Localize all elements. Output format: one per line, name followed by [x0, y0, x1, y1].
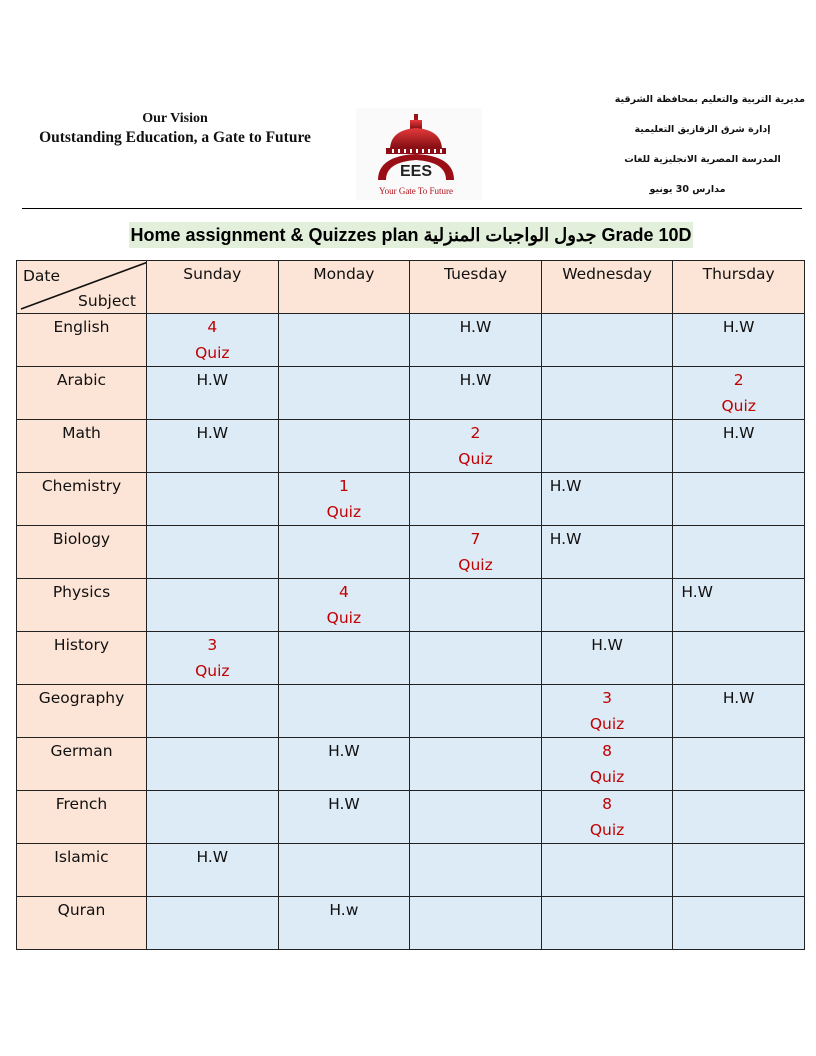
cell-tuesday: [410, 579, 542, 632]
cell-thursday: [673, 526, 805, 579]
cell-tuesday: [410, 367, 542, 420]
cell-monday: [278, 420, 410, 473]
cell-sunday: [147, 473, 279, 526]
homework-label: H.W: [722, 424, 755, 442]
cell-monday: [278, 632, 410, 685]
homework-label: H.W: [722, 689, 755, 707]
cell-tuesday: [410, 896, 542, 949]
cell-monday: [278, 473, 410, 526]
arabic-schools-group: مدارس 30 يونيو: [649, 184, 726, 195]
homework-label: H.W: [549, 530, 582, 548]
cell-thursday: [673, 314, 805, 367]
cell-sunday: [147, 738, 279, 791]
cell-tuesday: [410, 738, 542, 791]
cell-sunday: [147, 685, 279, 738]
cell-thursday: [673, 896, 805, 949]
homework-label: H.W: [549, 477, 582, 495]
cell-sunday: [147, 420, 279, 473]
cell-tuesday: [410, 844, 542, 897]
subject-cell: History: [17, 632, 147, 685]
cell-monday: [278, 685, 410, 738]
cell-wednesday: [541, 420, 673, 473]
quiz-label: Quiz: [589, 768, 625, 786]
cell-wednesday: [541, 367, 673, 420]
table-row-arabic: [17, 367, 805, 420]
cell-thursday: [673, 738, 805, 791]
day-header-tuesday: Tuesday: [410, 261, 542, 314]
cell-sunday: [147, 844, 279, 897]
quiz-number: 3: [207, 636, 218, 654]
homework-label: H.W: [459, 318, 492, 336]
cell-monday: [278, 526, 410, 579]
quiz-label: Quiz: [326, 503, 362, 521]
cell-tuesday: [410, 632, 542, 685]
assignment-table: [16, 260, 805, 950]
subject-cell: Arabic: [17, 367, 147, 420]
cell-monday: [278, 791, 410, 844]
cell-monday: [278, 896, 410, 949]
quiz-label: Quiz: [589, 715, 625, 733]
quiz-number: 8: [602, 742, 613, 760]
table-row-islamic: [17, 844, 805, 897]
svg-text:Your Gate To Future: Your Gate To Future: [378, 186, 454, 196]
cell-thursday: [673, 791, 805, 844]
cell-tuesday: [410, 473, 542, 526]
cell-wednesday: [541, 314, 673, 367]
quiz-label: Quiz: [195, 662, 230, 680]
quiz-label: Quiz: [458, 450, 493, 468]
homework-label: H.W: [196, 371, 229, 389]
day-header-monday: Monday: [278, 261, 410, 314]
quiz-number: 4: [338, 583, 349, 601]
table-row-physics: [17, 579, 805, 632]
arabic-directorate: مديرية التربية والتعليم بمحافظة الشرقية: [614, 94, 805, 105]
table-row-biology: [17, 526, 805, 579]
table-row-quran: [17, 896, 805, 949]
quiz-label: Quiz: [721, 397, 756, 415]
homework-label: H.W: [591, 636, 623, 654]
cell-thursday: [673, 844, 805, 897]
cell-sunday: [147, 791, 279, 844]
cell-wednesday: [541, 791, 673, 844]
table-row-german: [17, 738, 805, 791]
homework-label: H.W: [681, 583, 714, 601]
cell-thursday: [673, 685, 805, 738]
school-dome-logo-icon: [356, 108, 482, 200]
cell-thursday: [673, 579, 805, 632]
table-row-chemistry: [17, 473, 805, 526]
corner-cell: [17, 261, 147, 314]
quiz-number: 7: [470, 530, 481, 548]
table-row-french: [17, 791, 805, 844]
subject-cell: French: [17, 791, 147, 844]
quiz-label: Quiz: [458, 556, 493, 574]
cell-monday: [278, 579, 410, 632]
table-row-geography: [17, 685, 805, 738]
page-title: Home assignment & Quizzes plan جدول الواجبات المنزلية Grade 10D: [129, 222, 693, 248]
vision-text: Outstanding Education, a Gate to Future: [39, 129, 311, 146]
cell-tuesday: [410, 791, 542, 844]
cell-thursday: [673, 420, 805, 473]
school-logo: [356, 108, 482, 200]
header-divider: [22, 208, 802, 209]
cell-wednesday: [541, 473, 673, 526]
table-row-history: [17, 632, 805, 685]
cell-wednesday: [541, 579, 673, 632]
cell-tuesday: [410, 314, 542, 367]
corner-subject-label: Subject: [78, 292, 136, 310]
homework-label: H.W: [196, 424, 229, 442]
cell-thursday: [673, 367, 805, 420]
subject-cell: Islamic: [17, 844, 147, 897]
quiz-number: 2: [733, 371, 744, 389]
cell-sunday: [147, 896, 279, 949]
cell-monday: [278, 738, 410, 791]
cell-wednesday: [541, 526, 673, 579]
vision-block: [20, 110, 330, 148]
svg-text:EES: EES: [399, 163, 433, 180]
cell-sunday: [147, 367, 279, 420]
day-header-thursday: Thursday: [673, 261, 805, 314]
subject-cell: German: [17, 738, 147, 791]
quiz-label: Quiz: [589, 821, 625, 839]
subject-cell: Quran: [17, 896, 147, 949]
table-row-english: [17, 314, 805, 367]
cell-wednesday: [541, 844, 673, 897]
homework-label: H.W: [459, 371, 492, 389]
quiz-number: 1: [338, 477, 349, 495]
quiz-label: Quiz: [195, 344, 230, 362]
arabic-school-name: المدرسة المصرية الانجليزية للغات: [624, 154, 781, 165]
cell-thursday: [673, 632, 805, 685]
subject-cell: Chemistry: [17, 473, 147, 526]
cell-thursday: [673, 473, 805, 526]
cell-sunday: [147, 632, 279, 685]
cell-sunday: [147, 526, 279, 579]
quiz-number: 2: [470, 424, 481, 442]
corner-date-label: Date: [23, 267, 61, 285]
homework-label: H.W: [196, 848, 229, 866]
cell-tuesday: [410, 420, 542, 473]
arabic-header: [600, 92, 805, 212]
cell-wednesday: [541, 738, 673, 791]
subject-cell: English: [17, 314, 147, 367]
day-header-sunday: Sunday: [147, 261, 279, 314]
cell-sunday: [147, 314, 279, 367]
subject-cell: Physics: [17, 579, 147, 632]
quiz-number: 3: [602, 689, 613, 707]
cell-tuesday: [410, 526, 542, 579]
cell-monday: [278, 367, 410, 420]
cell-monday: [278, 844, 410, 897]
subject-cell: Biology: [17, 526, 147, 579]
vision-title: Our Vision: [142, 111, 208, 126]
quiz-number: 4: [207, 318, 218, 336]
homework-label: H.W: [328, 742, 360, 760]
cell-sunday: [147, 579, 279, 632]
subject-cell: Geography: [17, 685, 147, 738]
cell-wednesday: [541, 896, 673, 949]
table-header-row: [17, 261, 805, 314]
cell-wednesday: [541, 632, 673, 685]
cell-monday: [278, 314, 410, 367]
cell-tuesday: [410, 685, 542, 738]
homework-label: H.w: [329, 900, 359, 919]
homework-label: H.W: [722, 318, 755, 336]
quiz-label: Quiz: [326, 609, 362, 627]
cell-wednesday: [541, 685, 673, 738]
homework-label: H.W: [328, 795, 360, 813]
quiz-number: 8: [602, 795, 613, 813]
arabic-administration: إدارة شرق الزقازيق التعليمية: [634, 124, 771, 135]
table-row-math: [17, 420, 805, 473]
subject-cell: Math: [17, 420, 147, 473]
day-header-wednesday: Wednesday: [541, 261, 673, 314]
